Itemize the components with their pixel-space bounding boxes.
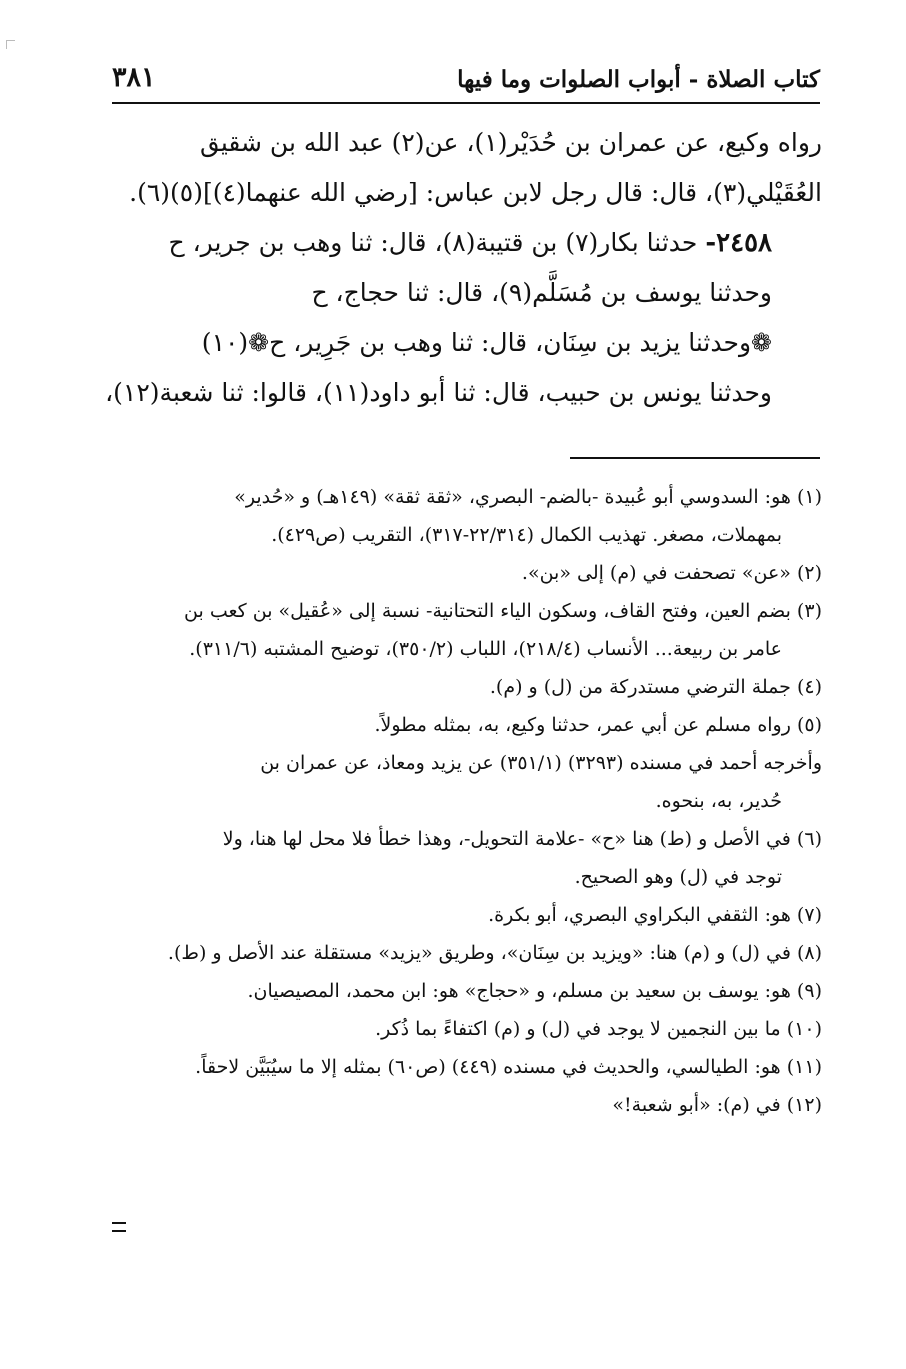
main-text [105,118,822,418]
footnote-1: (١) هو: السدوسي أبو عُبيدة -بالضم- البصري، «ثقة ثقة» (١٤٩هـ) و «حُدير» [234,486,822,508]
page-number: ٣٨١ [112,62,156,93]
footnote-11: (١١) هو: الطيالسي، والحديث في مسنده (٤٤٩) (ص٦٠) بمثله إلا ما سيُبَيَّن لاحقاً. [195,1056,822,1078]
footnote-9: (٩) هو: يوسف بن سعيد بن مسلم، و «حجاج» هو: ابن محمد، المصيصيان. [247,980,822,1002]
running-header [112,60,820,104]
footnote-5-cont: حُدير، به، بنحوه. [655,790,782,812]
text-line: رواه وكيع، عن عمران بن حُدَيْر(١)، عن(٢) عبد الله بن شقيق [199,128,822,157]
hadith-number: ٢٤٥٨- [705,228,772,258]
footnote-8: (٨) في (ل) و (م) هنا: «ويزيد بن سِنَان»، وطريق «يزيد» مستقلة عند الأصل و (ط). [167,942,822,964]
footnote-12: (١٢) في (م): «أبو شعبة!» [612,1094,822,1116]
footnote-3: (٣) بضم العين، وفتح القاف، وسكون الياء التحتانية- نسبة إلى «عُقيل» بن كعب بن [184,600,822,622]
scan-corner-mark [6,40,15,49]
footnote-1-cont: بمهملات، مصغر. تهذيب الكمال (٢٢/٣١٤-٣١٧)، التقريب (ص٤٢٩). [271,524,782,546]
footnotes [108,478,822,1124]
footnote-5-cont: وأخرجه أحمد في مسنده (٣٢٩٣) (٣٥١/١) عن يزيد ومعاذ، عن عمران بن [260,752,822,774]
text-line: وحدثنا يونس بن حبيب، قال: ثنا أبو داود(١١)، قالوا: ثنا شعبة(١٢)، [105,378,772,407]
hadith-text: حدثنا بكار(٧) بن قتيبة(٨)، قال: ثنا وهب بن جرير، ح [168,228,698,257]
footnote-7: (٧) هو: الثقفي البكراوي البصري، أبو بكرة. [488,904,822,926]
hadith-heading-line [110,218,822,268]
footnote-3-cont: عامر بن ربيعة... الأنساب (٢١٨/٤)، اللباب (٣٥٠/٢)، توضيح المشتبه (٣١١/٦). [189,638,782,660]
running-title: كتاب الصلاة - أبواب الصلوات وما فيها [457,66,820,93]
text-line: وحدثنا يوسف بن مُسَلَّم(٩)، قال: ثنا حجاج، ح [311,278,772,307]
footnote-6: (٦) في الأصل و (ط) هنا «ح» -علامة التحويل-، وهذا خطأ فلا محل لها هنا، ولا [222,828,822,850]
footnote-5: (٥) رواه مسلم عن أبي عمر، حدثنا وكيع، به، بمثله مطولاً. [374,714,822,736]
page-end-mark [112,1222,126,1232]
footnote-4: (٤) جملة الترضي مستدركة من (ل) و (م). [489,676,822,698]
text-line: العُقَيْلي(٣)، قال: قال رجل لابن عباس: [رضي الله عنهما(٤)](٥)(٦). [129,178,822,207]
footnote-6-cont: توجد في (ل) وهو الصحيح. [574,866,782,888]
footnote-2: (٢) «عن» تصحفت في (م) إلى «بن». [521,562,822,584]
text-line: ❁وحدثنا يزيد بن سِنَان، قال: ثنا وهب بن جَرِير، ح❁(١٠) [201,328,772,357]
footnote-separator [570,457,820,459]
footnote-10: (١٠) ما بين النجمين لا يوجد في (ل) و (م) اكتفاءً بما ذُكر. [375,1018,822,1040]
